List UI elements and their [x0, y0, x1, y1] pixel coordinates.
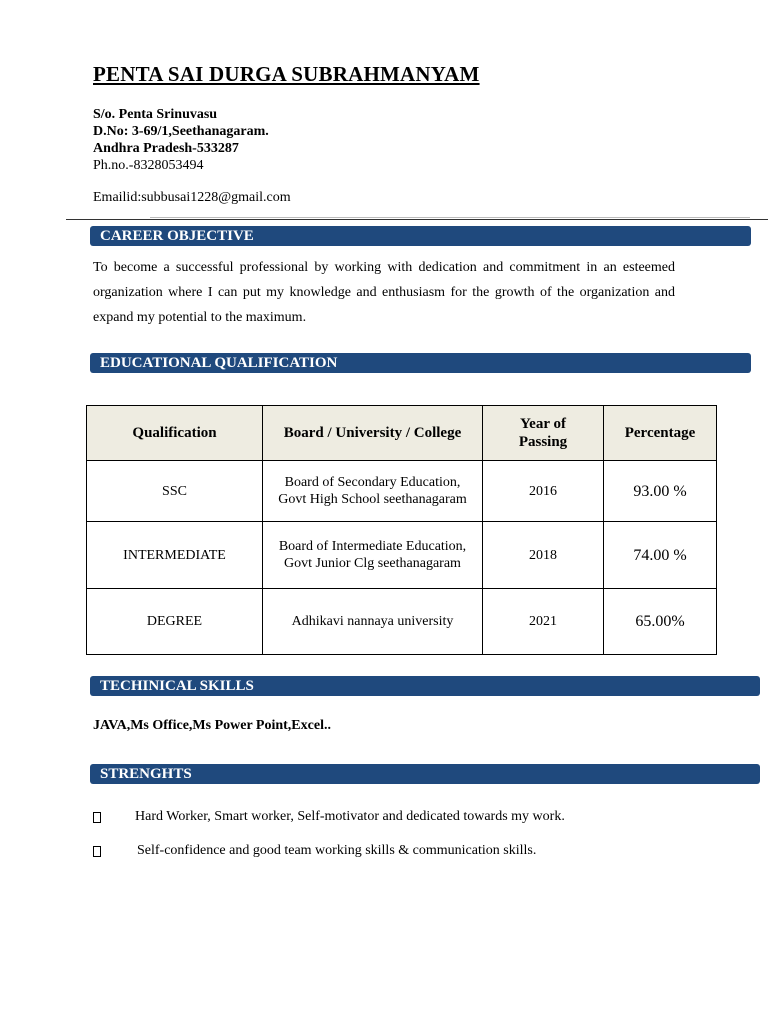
table-header-row — [87, 406, 717, 461]
column-header-percentage: Percentage — [604, 406, 717, 461]
section-bar-strengths — [90, 764, 760, 784]
column-header-board: Board / University / College — [263, 406, 483, 461]
table-row — [87, 461, 717, 522]
column-header-qualification: Qualification — [87, 406, 263, 461]
qualification-cell: INTERMEDIATE — [87, 522, 263, 589]
list-item — [93, 809, 653, 827]
section-heading-technical-skills: TECHINICAL SKILLS — [100, 678, 254, 694]
header-divider — [66, 219, 768, 220]
section-bar-education — [90, 353, 751, 373]
bullet-icon — [93, 846, 101, 857]
qualification-cell: SSC — [87, 461, 263, 522]
section-heading-education: EDUCATIONAL QUALIFICATION — [100, 355, 338, 371]
father-name: S/o. Penta Srinuvasu — [93, 107, 218, 122]
candidate-name: PENTA SAI DURGA SUBRAHMANYAM — [93, 62, 480, 86]
board-cell: Adhikavi nannaya university — [263, 589, 483, 655]
year-cell: 2016 — [483, 461, 604, 522]
address-line-2: Andhra Pradesh-533287 — [93, 141, 239, 156]
bullet-icon — [93, 812, 101, 823]
address-line-1: D.No: 3-69/1,Seethanagaram. — [93, 124, 269, 139]
strength-text: Self-confidence and good team working skills & communication skills. — [137, 843, 537, 858]
board-cell: Board of Intermediate Education, Govt Junior Clg seethanagaram — [263, 522, 483, 589]
career-objective-text: To become a successful professional by working with dedication and commitment in an esteemed organization where I can put my knowledge and enthusiasm for the growth of the organization and expand my potential to the maximum. — [93, 260, 675, 325]
section-bar-career-objective — [90, 226, 751, 246]
section-heading-strengths: STRENGHTS — [100, 766, 192, 782]
section-bar-technical-skills — [90, 676, 760, 696]
board-cell: Board of Secondary Education, Govt High School seethanagaram — [263, 461, 483, 522]
column-header-year: Year of Passing — [483, 406, 604, 461]
technical-skills-text: JAVA,Ms Office,Ms Power Point,Excel.. — [93, 718, 331, 733]
phone-number: Ph.no.-8328053494 — [93, 158, 204, 173]
percentage-cell: 65.00% — [604, 589, 717, 655]
email-address: Emailid:subbusai1228@gmail.com — [93, 190, 291, 205]
year-cell: 2021 — [483, 589, 604, 655]
qualification-cell: DEGREE — [87, 589, 263, 655]
education-table — [86, 405, 717, 655]
strength-text: Hard Worker, Smart worker, Self-motivator and dedicated towards my work. — [135, 809, 565, 824]
table-row — [87, 522, 717, 589]
section-heading-career-objective: CAREER OBJECTIVE — [100, 228, 254, 244]
percentage-cell: 93.00 % — [604, 461, 717, 522]
percentage-cell: 74.00 % — [604, 522, 717, 589]
table-row — [87, 589, 717, 655]
year-cell: 2018 — [483, 522, 604, 589]
contact-block — [93, 106, 269, 174]
list-item — [93, 843, 653, 861]
header-divider-light — [150, 217, 750, 218]
